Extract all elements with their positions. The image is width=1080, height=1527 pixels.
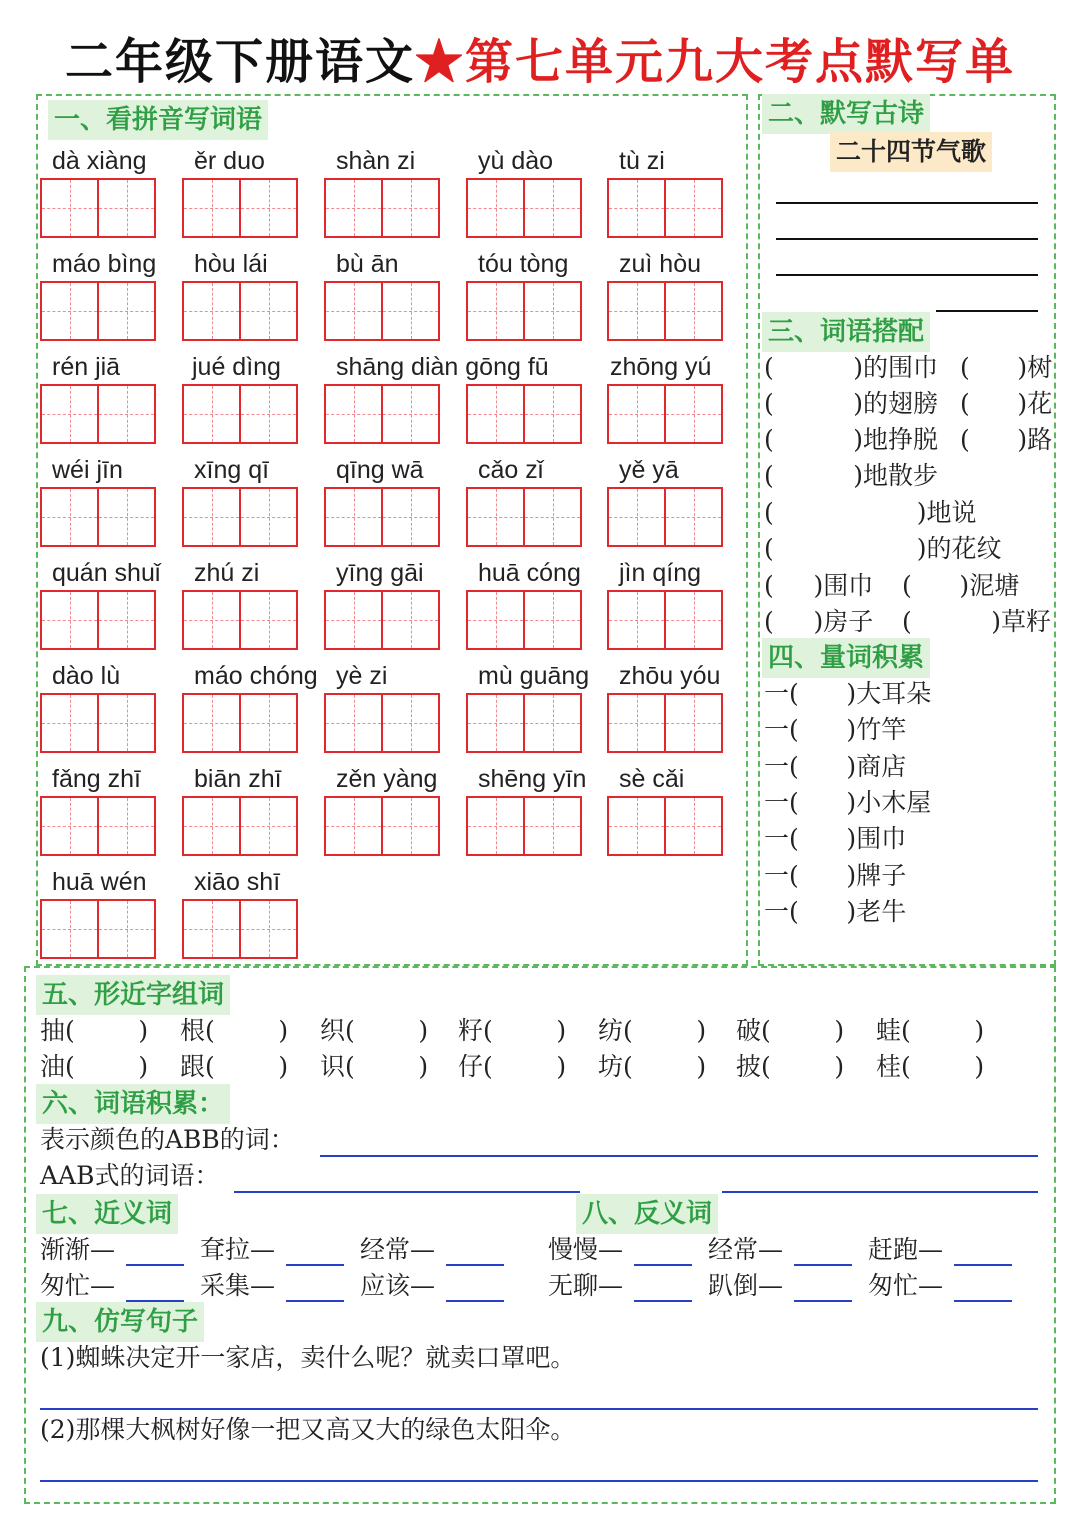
pinyin-label: máo chóng: [194, 662, 318, 690]
tianzige-box[interactable]: [182, 281, 298, 341]
tianzige-cell[interactable]: [99, 592, 154, 648]
pinyin-label: cǎo zǐ: [478, 456, 544, 484]
tianzige-cell[interactable]: [241, 283, 296, 339]
synonym-item: 渐渐—: [40, 1235, 116, 1264]
pinyin-label: xiāo shī: [194, 868, 281, 896]
tianzige-box[interactable]: [324, 796, 440, 856]
tianzige-cell[interactable]: [666, 798, 721, 854]
tianzige-cell[interactable]: [666, 386, 721, 442]
section-title-synonyms: 七、近义词: [36, 1194, 178, 1234]
section-title-antonyms: 八、反义词: [576, 1194, 718, 1234]
pinyin-label: rén jiā: [52, 353, 121, 381]
tianzige-box[interactable]: [40, 899, 156, 959]
tianzige-cell[interactable]: [241, 489, 296, 545]
collocation-item: ( )地说: [764, 498, 977, 527]
pinyin-label: hòu lái: [194, 250, 268, 278]
synonym-item: 匆忙—: [40, 1271, 116, 1300]
sentence-prompt: (2)那棵大枫树好像一把又高又大的绿色太阳伞。: [40, 1415, 576, 1444]
answer-line[interactable]: [126, 1300, 184, 1302]
tianzige-box[interactable]: [466, 487, 582, 547]
synonym-item: 采集—: [200, 1271, 276, 1300]
answer-line[interactable]: [794, 1300, 852, 1302]
pinyin-label: jué dìng: [192, 353, 281, 381]
tianzige-box[interactable]: [466, 384, 582, 444]
section-title-poem: 二、默写古诗: [762, 94, 930, 134]
pinyin-label: fǎng zhī: [52, 765, 141, 793]
tianzige-cell[interactable]: [184, 901, 241, 957]
collocation-item: ( )路: [960, 425, 1053, 454]
tianzige-box[interactable]: [607, 178, 723, 238]
aab-label: AAB式的词语：: [40, 1161, 220, 1190]
tianzige-cell[interactable]: [99, 180, 154, 236]
tianzige-cell[interactable]: [42, 592, 99, 648]
pinyin-label: zhōu yóu: [619, 662, 721, 690]
tianzige-cell[interactable]: [326, 386, 383, 442]
similar-char-item: 识( ): [320, 1052, 429, 1081]
abb-label: 表示颜色的ABB的词：: [40, 1125, 295, 1154]
collocation-item: ( )围巾: [764, 571, 874, 600]
pinyin-label: mù guāng: [478, 662, 590, 690]
tianzige-cell[interactable]: [468, 386, 525, 442]
tianzige-cell[interactable]: [609, 798, 666, 854]
measure-item: 一( )商店: [764, 752, 907, 781]
measure-item: 一( )老牛: [764, 897, 907, 926]
answer-line[interactable]: [446, 1300, 504, 1302]
tianzige-box[interactable]: [466, 281, 582, 341]
similar-char-item: 蛙( ): [876, 1016, 985, 1045]
tianzige-cell[interactable]: [42, 489, 99, 545]
tianzige-box[interactable]: [182, 487, 298, 547]
aab-answer-line[interactable]: [234, 1191, 580, 1193]
tianzige-cell[interactable]: [525, 386, 580, 442]
tianzige-cell[interactable]: [184, 283, 241, 339]
pinyin-label: qīng wā: [336, 456, 424, 484]
pinyin-label: zěn yàng: [336, 765, 438, 793]
tianzige-cell[interactable]: [468, 592, 525, 648]
collocation-item: ( )的翅膀: [764, 389, 938, 418]
tianzige-cell[interactable]: [609, 592, 666, 648]
poem-line[interactable]: [776, 274, 1038, 276]
pinyin-label: yù dào: [478, 147, 554, 175]
sentence-answer-line[interactable]: [40, 1408, 1038, 1410]
similar-char-item: 纺( ): [598, 1016, 707, 1045]
tianzige-box[interactable]: [324, 384, 440, 444]
answer-line[interactable]: [446, 1264, 504, 1266]
tianzige-cell[interactable]: [383, 386, 438, 442]
similar-char-item: 披( ): [736, 1052, 845, 1081]
tianzige-cell[interactable]: [326, 180, 383, 236]
tianzige-cell[interactable]: [241, 901, 296, 957]
tianzige-box[interactable]: [182, 796, 298, 856]
pinyin-label: máo bìng: [52, 250, 157, 278]
pinyin-label: jìn qíng: [619, 559, 702, 587]
sentence-prompt: (1)蜘蛛决定开一家店，卖什么呢？就卖口罩吧。: [40, 1343, 576, 1372]
tianzige-box[interactable]: [607, 693, 723, 753]
tianzige-cell[interactable]: [468, 180, 525, 236]
pinyin-label: tù zi: [619, 147, 665, 175]
poem-line[interactable]: [776, 202, 1038, 204]
pinyin-label: shàn zi: [336, 147, 416, 175]
pinyin-label: biān zhī: [194, 765, 282, 793]
similar-char-item: 油( ): [40, 1052, 149, 1081]
tianzige-cell[interactable]: [383, 592, 438, 648]
pinyin-label: zhú zi: [194, 559, 260, 587]
tianzige-cell[interactable]: [383, 283, 438, 339]
collocation-item: ( )的围巾: [764, 353, 938, 382]
tianzige-cell[interactable]: [383, 695, 438, 751]
tianzige-box[interactable]: [182, 384, 298, 444]
tianzige-cell[interactable]: [326, 489, 383, 545]
section-title-similar: 五、形近字组词: [36, 975, 230, 1015]
tianzige-cell[interactable]: [666, 489, 721, 545]
pinyin-label: dà xiàng: [52, 147, 147, 175]
collocation-item: ( )房子: [764, 607, 874, 636]
poem-title: 二十四节气歌: [830, 132, 992, 172]
tianzige-cell[interactable]: [525, 592, 580, 648]
collocation-item: ( )草籽: [902, 607, 1051, 636]
tianzige-cell[interactable]: [42, 901, 99, 957]
measure-item: 一( )小木屋: [764, 788, 932, 817]
tianzige-cell[interactable]: [241, 180, 296, 236]
tianzige-cell[interactable]: [42, 695, 99, 751]
tianzige-cell[interactable]: [326, 592, 383, 648]
similar-char-item: 仔( ): [458, 1052, 567, 1081]
tianzige-cell[interactable]: [99, 386, 154, 442]
tianzige-cell[interactable]: [241, 695, 296, 751]
similar-char-item: 跟( ): [180, 1052, 289, 1081]
measure-item: 一( )牌子: [764, 861, 907, 890]
answer-line[interactable]: [634, 1300, 692, 1302]
tianzige-box[interactable]: [466, 693, 582, 753]
tianzige-cell[interactable]: [525, 489, 580, 545]
tianzige-box[interactable]: [324, 281, 440, 341]
antonym-item: 趴倒—: [708, 1271, 784, 1300]
pinyin-label: sè cǎi: [619, 765, 685, 793]
star-icon: ★: [414, 34, 465, 90]
answer-line[interactable]: [634, 1264, 692, 1266]
similar-char-item: 抽( ): [40, 1016, 149, 1045]
tianzige-cell[interactable]: [184, 798, 241, 854]
tianzige-box[interactable]: [607, 590, 723, 650]
tianzige-cell[interactable]: [468, 489, 525, 545]
section-title-measure: 四、量词积累: [762, 638, 930, 678]
tianzige-box[interactable]: [607, 487, 723, 547]
tianzige-box[interactable]: [40, 178, 156, 238]
pinyin-label: shēng yīn: [478, 765, 587, 793]
tianzige-box[interactable]: [182, 693, 298, 753]
pinyin-label: zuì hòu: [619, 250, 702, 278]
section-title-sentences: 九、仿写句子: [36, 1302, 204, 1342]
tianzige-box[interactable]: [182, 899, 298, 959]
tianzige-cell[interactable]: [609, 489, 666, 545]
pinyin-label: huā cóng: [478, 559, 581, 587]
pinyin-label: wéi jīn: [52, 456, 123, 484]
synonym-item: 耷拉—: [200, 1235, 276, 1264]
answer-line[interactable]: [126, 1264, 184, 1266]
tianzige-box[interactable]: [607, 384, 723, 444]
tianzige-box[interactable]: [324, 487, 440, 547]
pinyin-label: shāng diàn gōng fū: [336, 353, 549, 381]
antonym-item: 赶跑—: [868, 1235, 944, 1264]
tianzige-box[interactable]: [466, 590, 582, 650]
tianzige-cell[interactable]: [525, 180, 580, 236]
similar-char-item: 织( ): [320, 1016, 429, 1045]
tianzige-cell[interactable]: [241, 386, 296, 442]
tianzige-box[interactable]: [324, 693, 440, 753]
tianzige-box[interactable]: [466, 178, 582, 238]
similar-char-item: 桂( ): [876, 1052, 985, 1081]
tianzige-cell[interactable]: [383, 798, 438, 854]
tianzige-cell[interactable]: [42, 386, 99, 442]
tianzige-cell[interactable]: [383, 180, 438, 236]
synonym-item: 经常—: [360, 1235, 436, 1264]
tianzige-cell[interactable]: [184, 592, 241, 648]
section-title-collocation: 三、词语搭配: [762, 312, 930, 352]
page-title: [0, 30, 1080, 94]
tianzige-cell[interactable]: [609, 283, 666, 339]
antonym-item: 无聊—: [548, 1271, 624, 1300]
tianzige-box[interactable]: [607, 281, 723, 341]
answer-line[interactable]: [286, 1264, 344, 1266]
tianzige-cell[interactable]: [326, 695, 383, 751]
tianzige-cell[interactable]: [383, 489, 438, 545]
tianzige-cell[interactable]: [184, 489, 241, 545]
pinyin-label: quán shuǐ: [52, 559, 161, 587]
tianzige-cell[interactable]: [184, 695, 241, 751]
tianzige-box[interactable]: [40, 281, 156, 341]
similar-char-item: 籽( ): [458, 1016, 567, 1045]
collocation-item: ( )的花纹: [764, 534, 1002, 563]
tianzige-cell[interactable]: [99, 283, 154, 339]
title-unit: 第七单元九大考点默写单: [465, 34, 1016, 90]
similar-char-item: 破( ): [736, 1016, 845, 1045]
tianzige-cell[interactable]: [241, 798, 296, 854]
tianzige-cell[interactable]: [468, 798, 525, 854]
aab-answer-line[interactable]: [722, 1191, 1038, 1193]
tianzige-box[interactable]: [607, 796, 723, 856]
pinyin-label: tóu tòng: [478, 250, 569, 278]
pinyin-label: yīng gāi: [336, 559, 424, 587]
answer-line[interactable]: [286, 1300, 344, 1302]
title-grade: 二年级下册语文: [64, 34, 415, 90]
tianzige-cell[interactable]: [666, 283, 721, 339]
tianzige-cell[interactable]: [525, 798, 580, 854]
synonym-item: 应该—: [360, 1271, 436, 1300]
answer-line[interactable]: [794, 1264, 852, 1266]
tianzige-cell[interactable]: [666, 592, 721, 648]
tianzige-cell[interactable]: [99, 489, 154, 545]
tianzige-cell[interactable]: [609, 386, 666, 442]
tianzige-cell[interactable]: [666, 695, 721, 751]
tianzige-box[interactable]: [182, 590, 298, 650]
similar-char-item: 根( ): [180, 1016, 289, 1045]
collocation-item: ( )花: [960, 389, 1053, 418]
pinyin-label: ěr duo: [194, 147, 265, 175]
tianzige-box[interactable]: [40, 796, 156, 856]
tianzige-cell[interactable]: [468, 283, 525, 339]
section-title-accumulate: 六、词语积累：: [36, 1084, 230, 1124]
tianzige-box[interactable]: [182, 178, 298, 238]
tianzige-cell[interactable]: [42, 283, 99, 339]
tianzige-cell[interactable]: [326, 798, 383, 854]
collocation-item: ( )地散步: [764, 461, 938, 490]
tianzige-box[interactable]: [40, 384, 156, 444]
collocation-item: ( )树: [960, 353, 1053, 382]
tianzige-box[interactable]: [324, 590, 440, 650]
similar-char-item: 坊( ): [598, 1052, 707, 1081]
measure-item: 一( )围巾: [764, 824, 907, 853]
collocation-item: ( )地挣脱: [764, 425, 938, 454]
tianzige-cell[interactable]: [326, 283, 383, 339]
tianzige-cell[interactable]: [609, 180, 666, 236]
pinyin-label: bù ān: [336, 250, 399, 278]
tianzige-cell[interactable]: [525, 695, 580, 751]
tianzige-cell[interactable]: [42, 798, 99, 854]
poem-line[interactable]: [776, 238, 1038, 240]
tianzige-cell[interactable]: [666, 180, 721, 236]
tianzige-cell[interactable]: [609, 695, 666, 751]
abb-answer-line[interactable]: [320, 1155, 1038, 1157]
pinyin-label: yè zi: [336, 662, 388, 690]
section-title-pinyin: 一、看拼音写词语: [48, 100, 268, 140]
tianzige-cell[interactable]: [99, 695, 154, 751]
sentence-answer-line[interactable]: [40, 1480, 1038, 1482]
answer-line[interactable]: [954, 1264, 1012, 1266]
tianzige-box[interactable]: [466, 796, 582, 856]
pinyin-label: dào lù: [52, 662, 121, 690]
tianzige-cell[interactable]: [525, 283, 580, 339]
collocation-item: ( )泥塘: [902, 571, 1020, 600]
antonym-item: 慢慢—: [548, 1235, 624, 1264]
tianzige-box[interactable]: [40, 590, 156, 650]
tianzige-box[interactable]: [324, 178, 440, 238]
measure-item: 一( )竹竿: [764, 715, 907, 744]
tianzige-box[interactable]: [40, 487, 156, 547]
poem-line[interactable]: [936, 310, 1038, 312]
measure-item: 一( )大耳朵: [764, 679, 932, 708]
tianzige-cell[interactable]: [468, 695, 525, 751]
tianzige-cell[interactable]: [99, 798, 154, 854]
tianzige-cell[interactable]: [42, 180, 99, 236]
tianzige-cell[interactable]: [241, 592, 296, 648]
pinyin-label: huā wén: [52, 868, 147, 896]
pinyin-label: yě yā: [619, 456, 679, 484]
answer-line[interactable]: [954, 1300, 1012, 1302]
tianzige-box[interactable]: [40, 693, 156, 753]
tianzige-cell[interactable]: [99, 901, 154, 957]
pinyin-label: zhōng yú: [610, 353, 712, 381]
antonym-item: 经常—: [708, 1235, 784, 1264]
tianzige-cell[interactable]: [184, 386, 241, 442]
pinyin-label: xīng qī: [194, 456, 270, 484]
tianzige-cell[interactable]: [184, 180, 241, 236]
antonym-item: 匆忙—: [868, 1271, 944, 1300]
